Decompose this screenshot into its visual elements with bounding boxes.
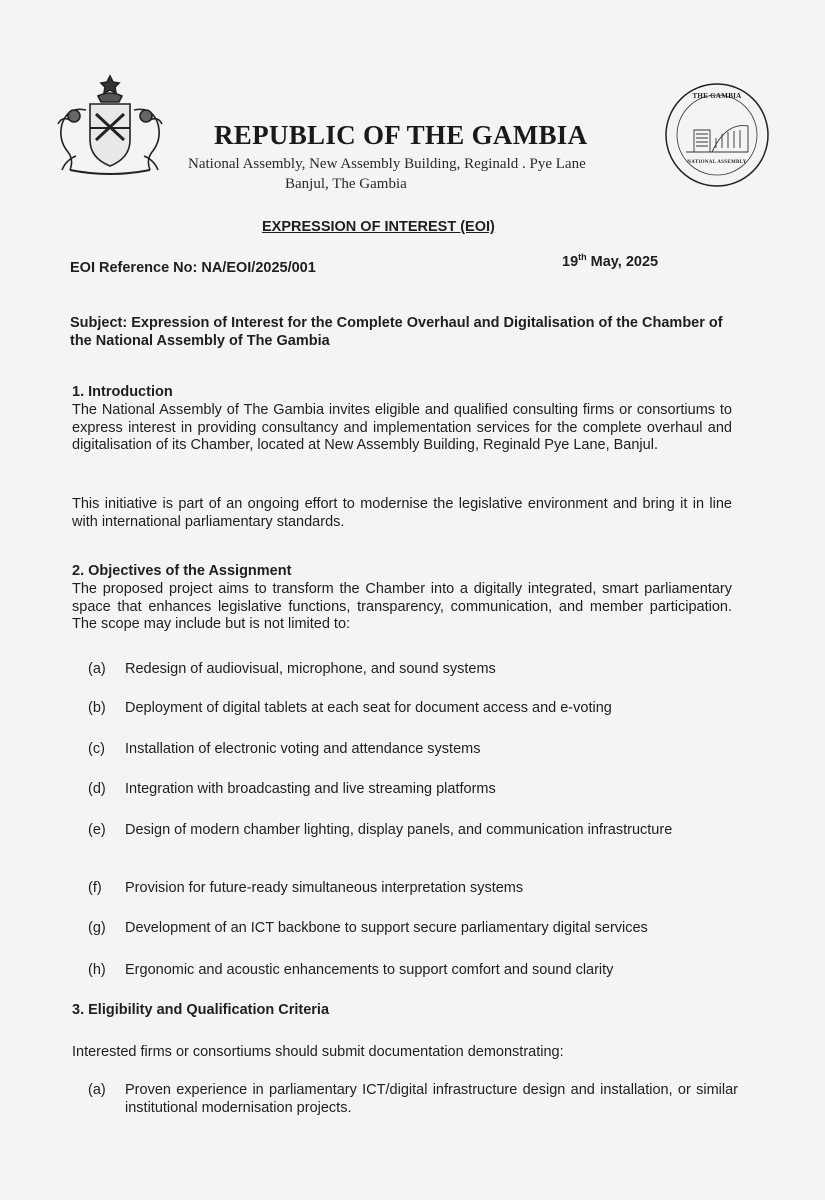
list-item-label: (g) [88,920,106,936]
list-item [88,920,738,938]
list-item [88,1082,738,1117]
seal-text-top: THE GAMBIA [692,92,742,100]
list-item [88,822,738,840]
section-heading-eligibility: 3. Eligibility and Qualification Criteria [72,1002,330,1018]
list-item-label: (f) [88,880,102,896]
national-assembly-seal [664,82,770,188]
subject-line: Subject: Expression of Interest for the Complete Overhaul and Digitalisation of the Chamber of the National Assembly of The Gambia [70,315,723,349]
intro-paragraph-1: The National Assembly of The Gambia invites eligible and qualified consulting firms or consortiums to express interest in providing consultancy and implementation services for the complete overhaul and digitalisation of its Chamber, located at New Assembly Building, Reginald Pye Lane, Banjul. [72,402,732,453]
list-item-label: (c) [88,741,105,757]
list-item-text: Design of modern chamber lighting, display panels, and communication infrastructure [125,822,673,838]
list-item [88,962,738,980]
page-title: REPUBLIC OF THE GAMBIA [214,120,588,150]
list-item [88,661,738,679]
section-heading-introduction: 1. Introduction [72,384,173,400]
date-suffix: th [578,252,587,262]
date-rest: May, 2025 [586,254,659,270]
list-item-label: (e) [88,822,106,838]
list-item [88,700,738,718]
list-item-text: Proven experience in parliamentary ICT/digital infrastructure design and installation, or similar institutional modernisation projects. [125,1082,738,1116]
document-heading: EXPRESSION OF INTEREST (EOI) [262,219,495,235]
list-item-text: Integration with broadcasting and live streaming platforms [125,781,496,797]
list-item-text: Ergonomic and acoustic enhancements to support comfort and sound clarity [125,962,614,978]
list-item-label: (h) [88,962,106,978]
list-item-label: (b) [88,700,106,716]
date-day: 19 [562,254,579,270]
list-item-text: Development of an ICT backbone to support secure parliamentary digital services [125,920,648,936]
list-item [88,781,738,799]
seal-text-bottom: NATIONAL ASSEMBLY [687,160,747,165]
list-item-text: Provision for future-ready simultaneous interpretation systems [125,880,524,896]
list-item-label: (d) [88,781,106,797]
list-item-text: Redesign of audiovisual, microphone, and sound systems [125,661,496,677]
list-item-text: Installation of electronic voting and attendance systems [125,741,481,757]
objectives-paragraph: The proposed project aims to transform the Chamber into a digitally integrated, smart parliamentary space that enhances legislative functions, transparency, communication, and member participation. The scope may include but is not limited to: [72,581,732,632]
list-item-label: (a) [88,661,106,677]
coat-of-arms-icon [50,70,170,180]
list-item-text: Deployment of digital tablets at each seat for document access and e-voting [125,700,612,716]
address-line-2: Banjul, The Gambia [285,176,407,192]
list-item-label: (a) [88,1082,106,1098]
address-line-1: National Assembly, New Assembly Building, Reginald . Pye Lane [188,156,586,172]
list-item [88,880,738,898]
section-heading-objectives: 2. Objectives of the Assignment [72,563,292,579]
reference-number: EOI Reference No: NA/EOI/2025/001 [70,260,316,276]
intro-paragraph-2: This initiative is part of an ongoing effort to modernise the legislative environment and bring it in line with international parliamentary standards. [72,496,732,530]
document-date [562,252,658,270]
eligibility-paragraph: Interested firms or consortiums should submit documentation demonstrating: [72,1044,564,1060]
list-item [88,741,738,759]
